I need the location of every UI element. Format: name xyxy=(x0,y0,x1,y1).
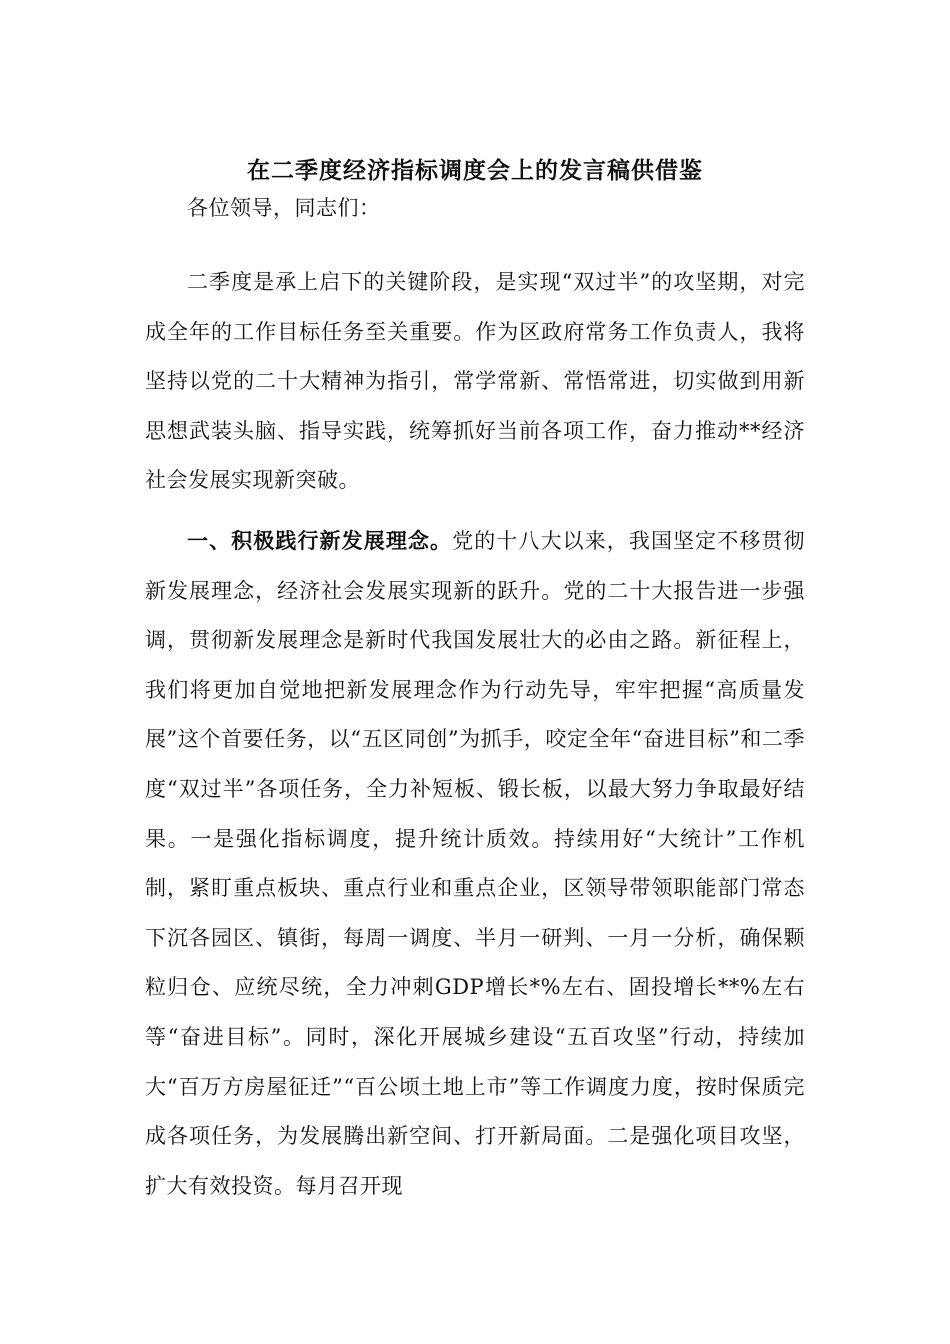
paragraph-intro-text: 二季度是承上启下的关键阶段，是实现“双过半”的攻坚期，对完成全年的工作目标任务至关重要。作为区政府常务工作负责人，我将坚持以党的二十大精神为指引，常学常新、常悟常进，切实做到用新思想武装头脑、指导实践，统筹抓好当前各项工作，奋力推动**经济社会发展实现新突破。 xyxy=(145,270,805,493)
greeting-line: 各位领导，同志们： xyxy=(187,196,381,220)
document-title: 在二季度经济指标调度会上的发言稿供借鉴 xyxy=(247,157,703,184)
paragraph-section-one xyxy=(145,516,805,1211)
section-one-text: 党的十八大以来，我国坚定不移贯彻新发展理念，经济社会发展实现新的跃升。党的二十大报告进一步强调，贯彻新发展理念是新时代我国发展壮大的必由之路。新征程上，我们将更加自觉地把新发展理念作为行动先导，牢牢把握“高质量发展”这个首要任务，以“五区同创”为抓手，咬定全年“奋进目标”和二季度“双过半”各项任务，全力补短板、锻长板，以最大努力争取最好结果。一是强化指标调度，提升统计质效。持续用好“大统计”工作机制，紧盯重点板块、重点行业和重点企业，区领导带领职能部门常态下沉各园区、镇街，每周一调度、半月一研判、一月一分析，确保颗粒归仓、应统尽统，全力冲刺GDP增长*%左右、固投增长**%左右等“奋进目标”。同时，深化开展城乡建设“五百攻坚”行动，持续加大“百万方房屋征迁”“百公顷土地上市”等工作调度力度，按时保质完成各项任务，为发展腾出新空间、打开新局面。二是强化项目攻坚，扩大有效投资。每月召开现 xyxy=(145,529,806,1198)
section-one-heading: 一、积极践行新发展理念。 xyxy=(187,528,453,553)
paragraph-intro xyxy=(145,258,805,506)
